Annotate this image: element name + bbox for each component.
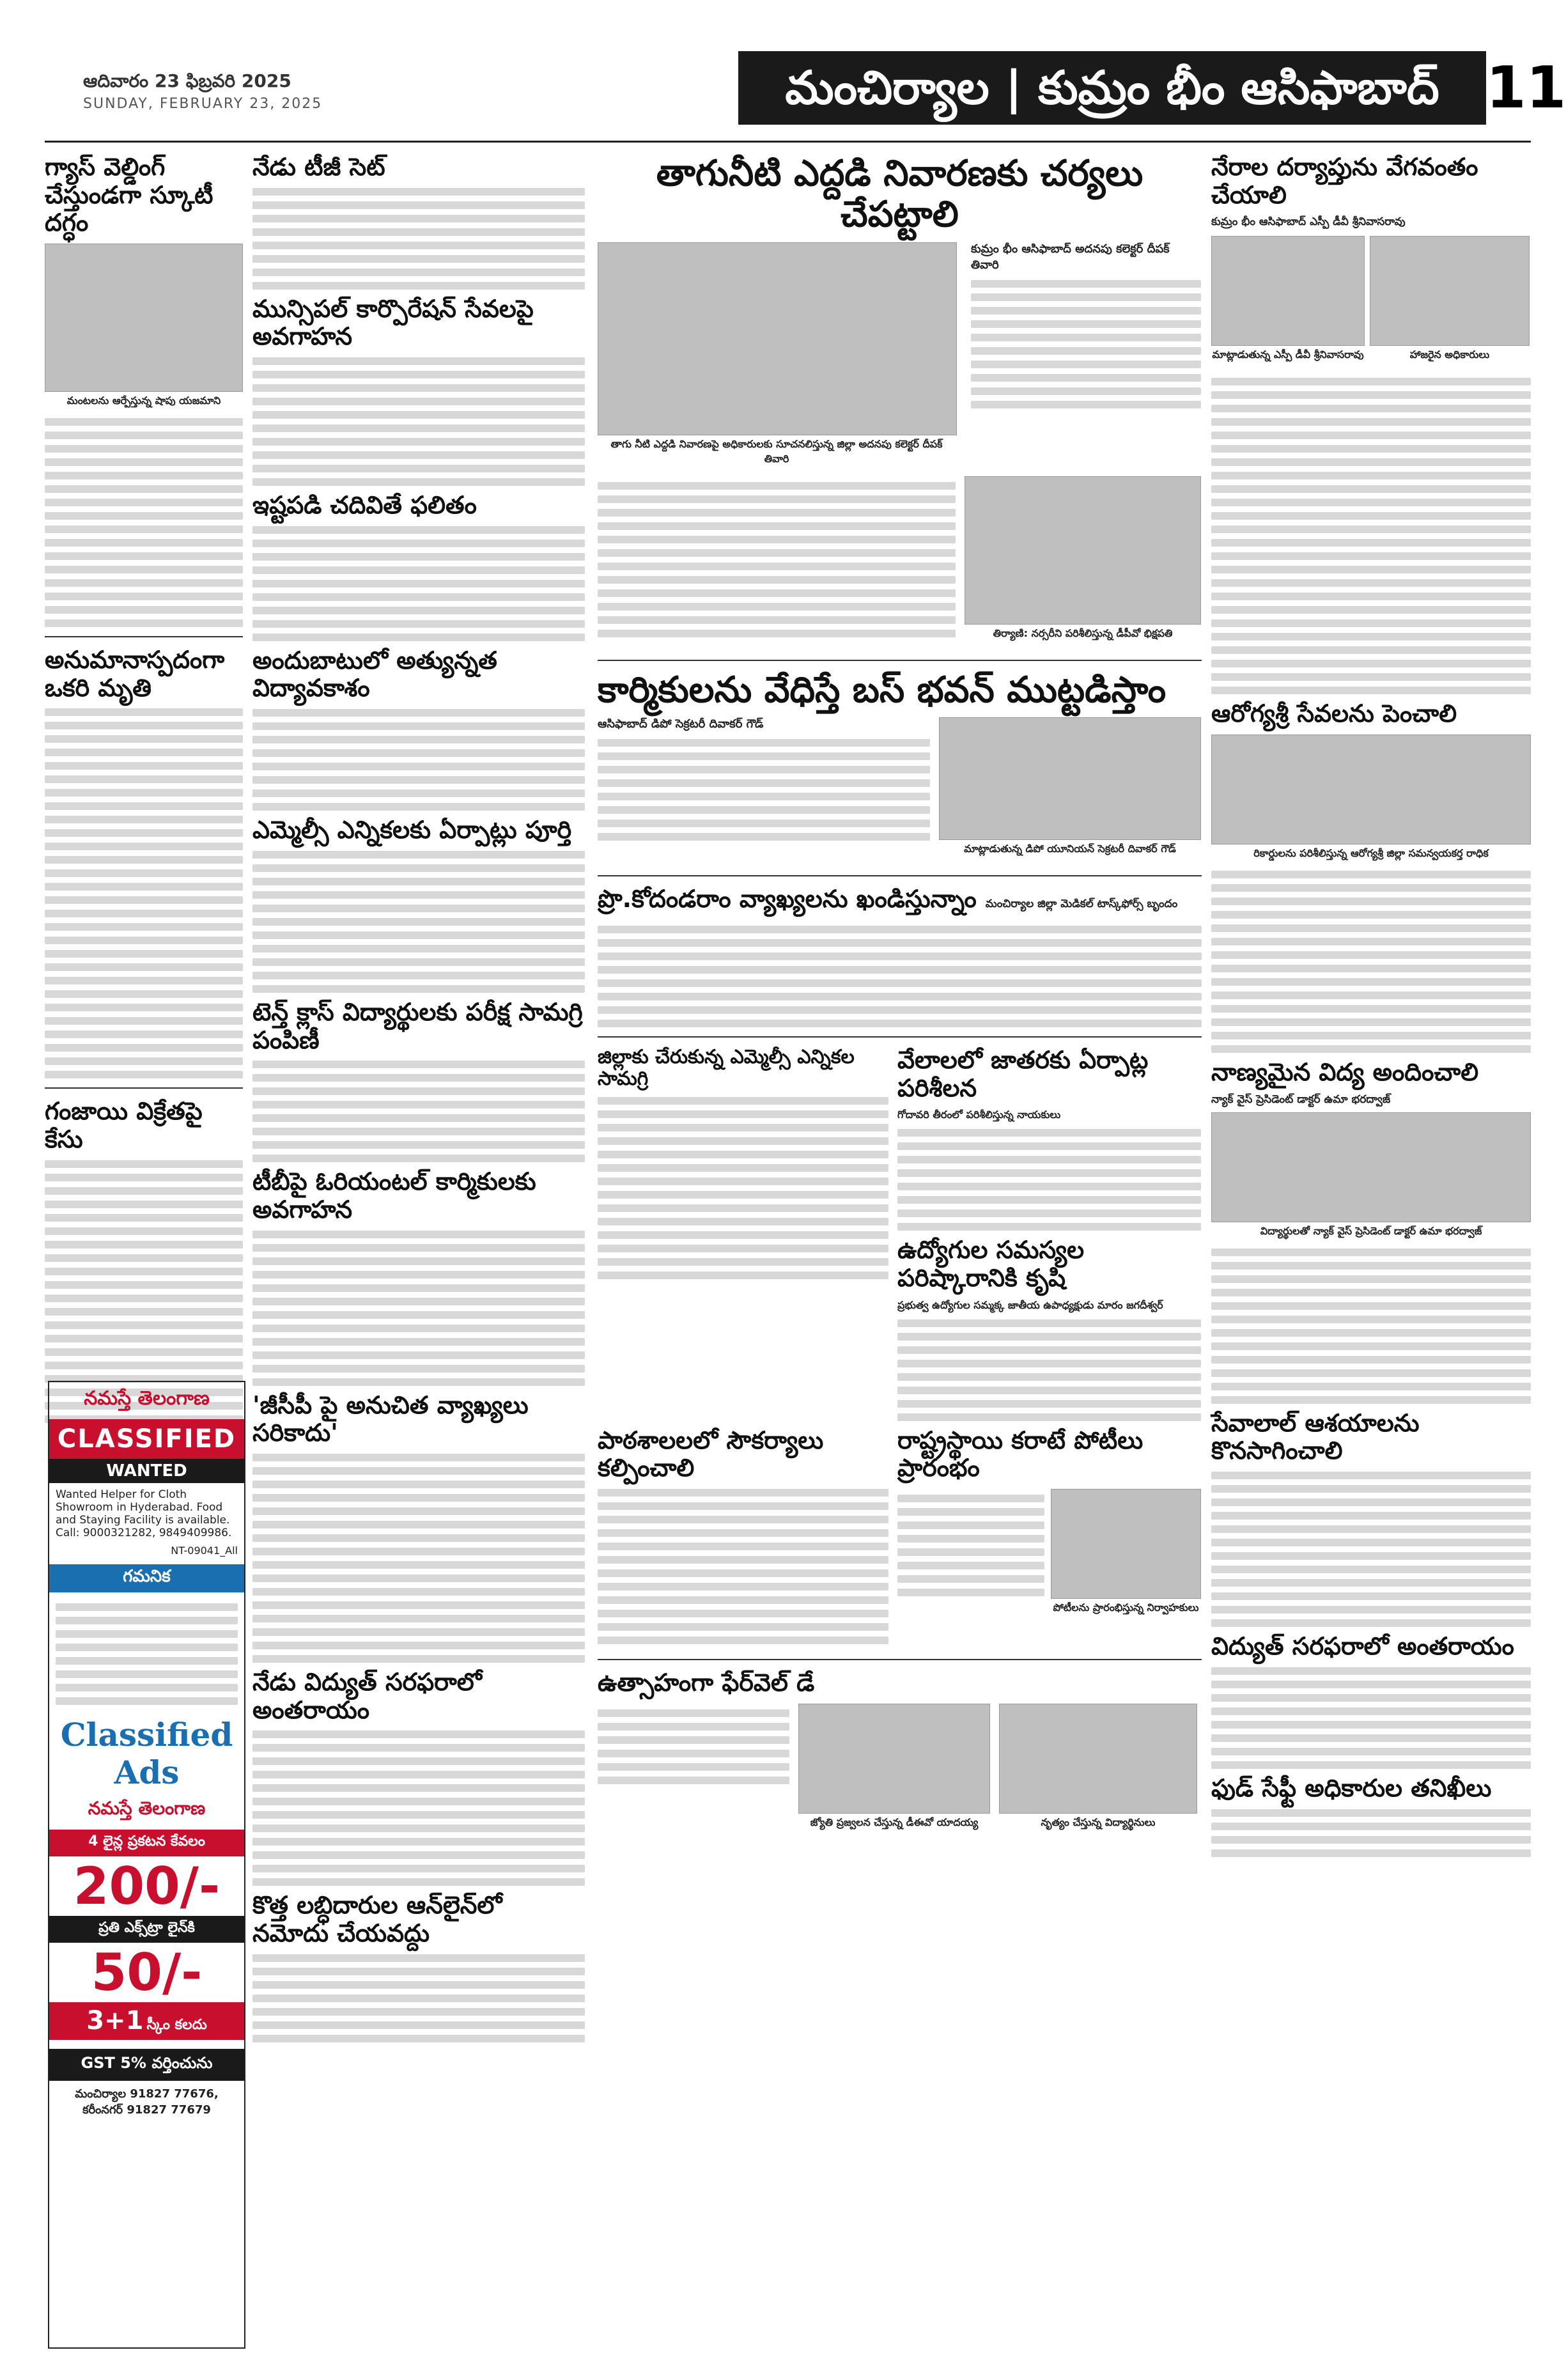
photo-caption: మాట్లాడుతున్న డిపో యూనియన్ సెక్రటరీ దివాకర్ గౌడ్ <box>964 843 1176 855</box>
article-body <box>971 280 1201 408</box>
classified-ads-logo: Classified Ads <box>60 1716 233 1791</box>
photo-caption: మంటలను ఆర్పేస్తున్న షాపు యజమాని <box>66 394 221 407</box>
page-number: 11 <box>1486 54 1566 121</box>
article-headline: కొత్త లబ్ధిదారుల ఆన్‌లైన్‌లో నమోదు చేయవద్దు <box>252 1891 502 1947</box>
article-headline: గంజాయి విక్రేతపై కేసు <box>45 1097 203 1154</box>
article-byline: కుమ్రం భీం ఆసిఫాబాద్ అదనపు కలెక్టర్ దీపక్ తివారి <box>971 242 1170 272</box>
article-body <box>252 709 585 811</box>
photo-caption: గోదావరి తీరంలో పరిశీలిస్తున్న నాయకులు <box>897 1108 1061 1121</box>
article-body <box>1211 1667 1531 1769</box>
article-headline: విద్యుత్ సరఫరాలో అంతరాయం <box>1211 1632 1514 1661</box>
column-1 <box>45 153 243 1429</box>
article-photo <box>1051 1489 1201 1599</box>
notice-body <box>49 1592 244 1716</box>
article-byline: ఆసిఫాబాద్ డిపో సెక్రటరీ దివాకర్ గౌడ్ <box>598 717 764 731</box>
article-headline: ఉద్యోగుల సమస్యల పరిష్కారానికి కృషి <box>897 1236 1085 1292</box>
article-body <box>252 1231 585 1386</box>
article-headline: కార్మికులను వేధిస్తే బస్ భవన్ ముట్టడిస్తాం <box>598 669 1167 711</box>
article-byline: కుమ్రం భీం ఆసిఫాబాద్ ఎస్పీ డీవీ శ్రీనివాసరావు <box>1211 215 1406 229</box>
article-headline: నాణ్యమైన విద్య అందించాలి <box>1211 1058 1479 1087</box>
article-body <box>252 1061 585 1162</box>
article-body <box>598 739 930 841</box>
photo-caption: హాజరైన అధికారులు <box>1409 348 1490 361</box>
article-body <box>598 926 1202 1027</box>
date-box <box>45 45 748 134</box>
article-headline: పాఠశాలలలో సౌకర్యాలు కల్పించాలి <box>598 1426 824 1482</box>
article-body <box>252 1454 585 1663</box>
photo-caption: రికార్డులను పరిశీలిస్తున్న ఆరోగ్యశ్రీ జిల్లా సమన్వయకర్త రాధిక <box>1253 847 1489 860</box>
column-4 <box>1211 153 1531 1863</box>
article-headline: టీబీపై ఓరియంటల్ కార్మికులకు అవగాహన <box>252 1167 536 1224</box>
date-english: SUNDAY, FEBRUARY 23, 2025 <box>83 96 323 112</box>
price-main: 200/- <box>73 1856 221 1916</box>
article-body <box>1211 1472 1531 1627</box>
article-headline: ఉత్సాహంగా ఫేర్‌వెల్ డే <box>598 1668 815 1697</box>
article-body <box>1211 1248 1531 1404</box>
article-headline: టెన్త్ క్లాస్ విద్యార్థులకు పరీక్ష సామగ్రి పంపిణీ <box>252 997 583 1054</box>
photo-caption: మాట్లాడుతున్న ఎస్పీ డీవీ శ్రీనివాసరావు <box>1212 348 1364 361</box>
article-body <box>1211 871 1531 1053</box>
column-2 <box>252 153 585 2048</box>
article-headline: 'జీసీపీ పై అనుచిత వ్యాఖ్యలు సరికాదు' <box>252 1390 529 1447</box>
article-headline: ఆరోగ్యశ్రీ సేవలను పెంచాలి <box>1211 699 1457 728</box>
article-headline: నేడు టీజీ సెట్ <box>252 153 385 181</box>
article-headline: మున్సిపల్ కార్పొరేషన్ సేవలపై అవగాహన <box>252 294 534 351</box>
jobs-ad-text: Wanted Helper for Cloth Showroom in Hyderabad. Food and Staying Facility is available. Call: 9000321282, 9849409986. <box>56 1488 232 1539</box>
article-body <box>897 1489 1044 1625</box>
article-photo <box>45 244 243 392</box>
article-body <box>45 418 243 627</box>
photo-caption: విద్యార్థులతో న్యాక్ వైస్ ప్రెసిడెంట్ డాక్టర్ ఉమా భరద్వాజ్ <box>1260 1224 1482 1237</box>
article-body <box>252 1731 585 1886</box>
article-headline: ఫుడ్ సేఫ్టీ అధికారుల తనిఖీలు <box>1211 1773 1492 1802</box>
masthead <box>45 45 1566 143</box>
article-body <box>252 851 585 993</box>
article-byline: న్యాక్ వైస్ ప్రెసిడెంట్ డాక్టర్ ఉమా భరద్వాజ్ <box>1211 1093 1391 1106</box>
article-body <box>252 188 585 290</box>
article-photo <box>598 242 957 435</box>
article-body <box>598 476 956 651</box>
divider <box>598 1659 1202 1660</box>
date-telugu: ఆదివారం 23 ఫిబ్రవరి 2025 <box>83 70 291 91</box>
classified-heading: CLASSIFIED <box>49 1419 244 1459</box>
article-body <box>897 1319 1201 1421</box>
photo-caption: తాగు నీటి ఎద్దడి నివారణపై అధికారులకు సూచనలిస్తున్న జిల్లా అదనపు కలెక్టర్ దీపక్ తివారి <box>610 437 943 465</box>
photo-caption: జ్యోతి ప్రజ్వలన చేస్తున్న డీఈవో యాదయ్య <box>810 1816 979 1828</box>
article-headline: గ్యాస్ వెల్డింగ్ చేస్తుండగా స్కూటీ దగ్ధం <box>45 153 213 237</box>
article-headline: అనుమానాస్పదంగా ఒకరి మృతి <box>45 646 225 702</box>
lead-headline: తాగునీటి ఎద్దడి నివారణకు చర్యలు చేపట్టాలి <box>656 153 1143 236</box>
brand-name-2: నమస్తే తెలంగాణ <box>88 1798 206 1819</box>
article-body <box>252 357 585 486</box>
article-headline: ఇష్టపడి చదివితే ఫలితం <box>252 491 477 520</box>
divider <box>598 1036 1202 1038</box>
article-photo <box>1211 236 1365 346</box>
ad-ref: NT-09041_All <box>171 1544 238 1557</box>
article-body <box>252 1954 585 2042</box>
article-body <box>897 1129 1201 1231</box>
article-body <box>252 526 585 641</box>
divider <box>598 875 1202 876</box>
article-photo <box>999 1704 1197 1814</box>
divider <box>45 1087 243 1089</box>
article-body <box>45 708 243 1078</box>
article-byline: మంచిర్యాల జిల్లా మెడికల్ టాస్క్‌ఫోర్స్ బృందం <box>985 898 1178 911</box>
article-headline: ఎమ్మెల్సీ ఎన్నికలకు ఏర్పాట్లు పూర్తి <box>252 816 572 844</box>
article-headline: నేరాల దర్యాప్తును వేగవంతం చేయాలి <box>1211 153 1478 209</box>
article-photo <box>965 476 1201 625</box>
price-extra: 50/- <box>91 1943 203 2002</box>
offer-label: స్కీం కలదు <box>146 2017 207 2033</box>
article-headline: ప్రొ.కోదండరాం వ్యాఖ్యలను ఖండిస్తున్నాం <box>598 885 977 914</box>
divider <box>598 660 1202 661</box>
article-photo <box>1211 735 1531 844</box>
article-headline: వేలాలలో జాతరకు ఏర్పాట్ల పరిశీలన <box>897 1045 1149 1102</box>
article-headline: అందుబాటులో అత్యున్నత విద్యావకాశం <box>252 646 497 703</box>
contact-numbers: మంచిర్యాల 91827 77676, కరీంనగర్ 91827 77679 <box>75 2087 219 2117</box>
article-body <box>1211 378 1531 694</box>
wanted-heading: WANTED <box>49 1459 244 1483</box>
article-byline: ప్రభుత్వ ఉద్యోగుల సమ్మక్క జాతీయ ఉపాధ్యక్షుడు మారం జగదీశ్వర్ <box>897 1298 1163 1311</box>
article-photo <box>1211 1112 1531 1222</box>
article-body <box>1211 1809 1531 1857</box>
offer-value: 3+1 <box>86 2006 144 2035</box>
extra-line-label: ప్రతి ఎక్స్‌ట్రా లైన్‌కి <box>49 1916 244 1943</box>
gst-note: GST 5% వర్తించును <box>49 2049 244 2081</box>
notice-heading: గమనిక <box>49 1564 244 1592</box>
photo-caption: పోటీలను ప్రారంభిస్తున్న నిర్వాహకులు <box>1053 1601 1199 1614</box>
article-headline: జిల్లాకు చేరుకున్న ఎమ్మెల్సీ ఎన్నికల సామగ్రి <box>598 1045 855 1091</box>
divider <box>45 636 243 637</box>
district-title: మంచిర్యాల | కుమ్రం భీం ఆసిఫాబాద్ <box>738 51 1486 125</box>
article-photo <box>798 1704 990 1814</box>
photo-caption: నృత్యం చేస్తున్న విద్యార్థినులు <box>1041 1816 1156 1828</box>
article-photo <box>1370 236 1530 346</box>
brand-name: నమస్తే తెలంగాణ <box>84 1387 210 1410</box>
column-3 <box>598 153 1202 1840</box>
price-label: 4 లైన్ల ప్రకటన కేవలం <box>49 1830 244 1856</box>
article-photo <box>939 717 1201 840</box>
article-body <box>598 1489 888 1644</box>
article-headline: రాష్ట్రస్థాయి కరాటే పోటీలు ప్రారంభం <box>897 1426 1143 1482</box>
article-body <box>598 1704 789 1840</box>
article-headline: నేడు విద్యుత్ సరఫరాలో అంతరాయం <box>252 1667 482 1724</box>
article-body <box>598 1097 888 1279</box>
photo-caption: తిర్యాణి: నర్సరీని పరిశీలిస్తున్న డీపీవో భిక్షపతి <box>993 626 1173 639</box>
classified-ad-box <box>48 1381 245 2349</box>
article-headline: సేవాలాల్ ఆశయాలను కొనసాగించాలి <box>1211 1408 1420 1465</box>
